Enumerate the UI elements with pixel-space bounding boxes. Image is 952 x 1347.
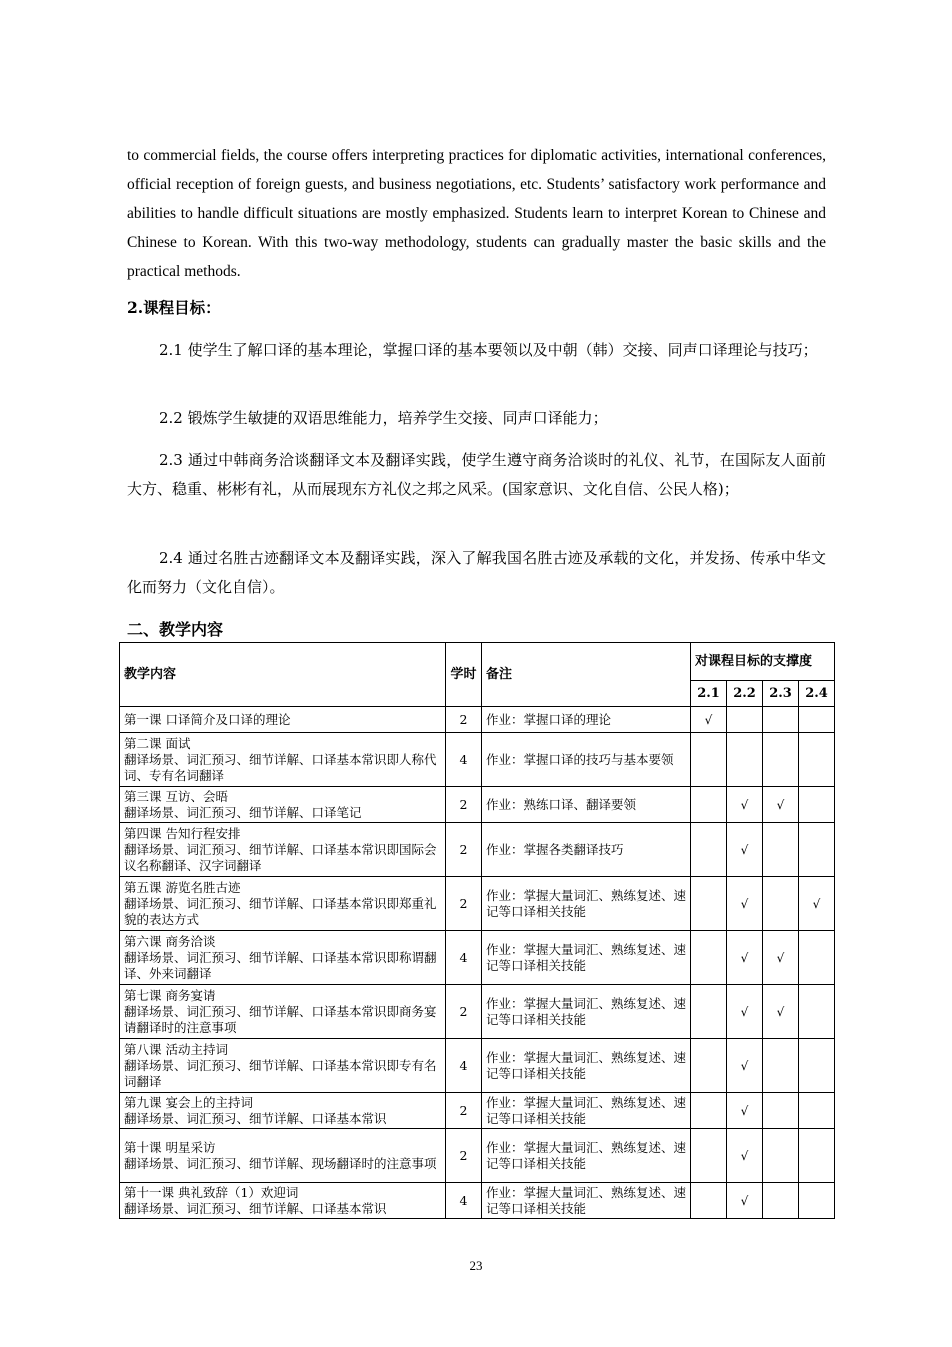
lesson-content: 第三课 互访、会晤 翻译场景、词汇预习、细节详解、口译笔记 [120,787,446,823]
support-cell-goal-2 [727,1129,763,1183]
objectives-heading: 2.课程目标： [127,298,221,317]
check-mark-icon: √ [740,896,749,911]
page-number: 23 [469,1258,483,1273]
support-cell-goal-1 [691,823,727,877]
intro-paragraph: to commercial fields, the course offers interpreting practices for diplomatic activities, international conferences, official reception of foreign guests, and business negotiations, etc. Students’ satisfactory work performance and abilities to handle difficult situations are mostly emphasized. Students learn to interpret Korean to Chinese and Chinese to Korean. With this two-way methodology, students can gradually master the basic skills and the practical methods. [127,147,826,280]
check-mark-icon: √ [740,842,749,857]
lesson-content: 第七课 商务宴请 翻译场景、词汇预习、细节详解、口译基本常识即商务宴请翻译时的注意事项 [120,985,446,1039]
table-row [120,1093,835,1129]
header-hours: 学时 [446,643,482,707]
header-goal-2-4: 2.4 [799,681,835,707]
lesson-hours: 4 [446,733,482,787]
header-goal-2-3: 2.3 [763,681,799,707]
support-cell-goal-3 [763,707,799,733]
lesson-content: 第十课 明星采访 翻译场景、词汇预习、细节详解、现场翻译时的注意事项 [120,1129,446,1183]
support-cell-goal-1 [691,1183,727,1219]
lesson-hours: 2 [446,707,482,733]
check-mark-icon: √ [704,712,713,727]
support-cell-goal-3 [763,1039,799,1093]
lesson-hours: 2 [446,1093,482,1129]
check-mark-icon: √ [776,1004,785,1019]
lesson-content: 第四课 告知行程安排 翻译场景、词汇预习、细节详解、口译基本常识即国际会议名称翻译、汉字词翻译 [120,823,446,877]
lesson-notes: 作业：掌握大量词汇、熟练复述、速记等口译相关技能 [482,985,691,1039]
support-cell-goal-4 [799,1183,835,1219]
support-cell-goal-1 [691,1039,727,1093]
support-cell-goal-2 [727,787,763,823]
lesson-hours: 4 [446,1183,482,1219]
table-row [120,733,835,787]
table-row [120,707,835,733]
check-mark-icon: √ [740,950,749,965]
lesson-notes: 作业：掌握各类翻译技巧 [482,823,691,877]
support-cell-goal-2 [727,1093,763,1129]
table-row [120,1129,835,1183]
lesson-content: 第九课 宴会上的主持词 翻译场景、词汇预习、细节详解、口译基本常识 [120,1093,446,1129]
support-cell-goal-3 [763,985,799,1039]
lesson-hours: 4 [446,1039,482,1093]
support-cell-goal-3 [763,1129,799,1183]
check-mark-icon: √ [740,797,749,812]
header-goal-2-1: 2.1 [691,681,727,707]
support-cell-goal-4 [799,985,835,1039]
support-cell-goal-2 [727,823,763,877]
objective-2-1: 2.1 使学生了解口译的基本理论，掌握口译的基本要领以及中朝（韩）交接、同声口译理论与技巧； [159,341,818,359]
support-cell-goal-1 [691,1093,727,1129]
lesson-notes: 作业：掌握大量词汇、熟练复述、速记等口译相关技能 [482,1183,691,1219]
table-body [120,707,835,1219]
support-cell-goal-4 [799,707,835,733]
check-mark-icon: √ [776,950,785,965]
support-cell-goal-1 [691,733,727,787]
table-row [120,985,835,1039]
check-mark-icon: √ [740,1058,749,1073]
support-cell-goal-4 [799,1039,835,1093]
lesson-content: 第六课 商务洽谈 翻译场景、词汇预习、细节详解、口译基本常识即称谓翻译、外来词翻译 [120,931,446,985]
support-cell-goal-4 [799,733,835,787]
support-cell-goal-2 [727,985,763,1039]
lesson-hours: 2 [446,1129,482,1183]
check-mark-icon: √ [740,1004,749,1019]
lesson-notes: 作业：掌握大量词汇、熟练复述、速记等口译相关技能 [482,877,691,931]
support-cell-goal-4 [799,931,835,985]
support-cell-goal-1 [691,787,727,823]
lesson-notes: 作业：掌握口译的技巧与基本要领 [482,733,691,787]
check-mark-icon: √ [812,896,821,911]
support-cell-goal-2 [727,733,763,787]
lesson-hours: 2 [446,823,482,877]
support-cell-goal-3 [763,877,799,931]
support-cell-goal-3 [763,787,799,823]
support-cell-goal-4 [799,877,835,931]
header-goal-2-2: 2.2 [727,681,763,707]
header-support: 对课程目标的支撑度 [691,643,835,681]
support-cell-goal-2 [727,707,763,733]
lesson-content: 第八课 活动主持词 翻译场景、词汇预习、细节详解、口译基本常识即专有名词翻译 [120,1039,446,1093]
support-cell-goal-4 [799,1129,835,1183]
lesson-hours: 2 [446,787,482,823]
check-mark-icon: √ [740,1103,749,1118]
lesson-notes: 作业：熟练口译、翻译要领 [482,787,691,823]
check-mark-icon: √ [740,1148,749,1163]
lesson-content: 第五课 游览名胜古迹 翻译场景、词汇预习、细节详解、口译基本常识即郑重礼貌的表达方式 [120,877,446,931]
check-mark-icon: √ [740,1193,749,1208]
support-cell-goal-1 [691,985,727,1039]
table-row [120,1039,835,1093]
lesson-notes: 作业：掌握大量词汇、熟练复述、速记等口译相关技能 [482,1093,691,1129]
lesson-notes: 作业：掌握口译的理论 [482,707,691,733]
lesson-content: 第二课 面试 翻译场景、词汇预习、细节详解、口译基本常识即人称代词、专有名词翻译 [120,733,446,787]
support-cell-goal-4 [799,823,835,877]
support-cell-goal-4 [799,1093,835,1129]
support-cell-goal-2 [727,1183,763,1219]
support-cell-goal-1 [691,1129,727,1183]
support-cell-goal-3 [763,823,799,877]
support-cell-goal-2 [727,931,763,985]
lesson-notes: 作业：掌握大量词汇、熟练复述、速记等口译相关技能 [482,1039,691,1093]
objective-2-2: 2.2 锻炼学生敏捷的双语思维能力，培养学生交接、同声口译能力； [159,409,608,427]
check-mark-icon: √ [776,797,785,812]
table-row [120,823,835,877]
teaching-content-table [119,642,835,1219]
objective-2-4: 2.4 通过名胜古迹翻译文本及翻译实践，深入了解我国名胜古迹及承载的文化，并发扬、传承中华文化而努力（文化自信）。 [127,549,826,596]
support-cell-goal-1 [691,707,727,733]
table-row [120,877,835,931]
lesson-notes: 作业：掌握大量词汇、熟练复述、速记等口译相关技能 [482,1129,691,1183]
lesson-content: 第十一课 典礼致辞（1）欢迎词 翻译场景、词汇预习、细节详解、口译基本常识 [120,1183,446,1219]
header-notes: 备注 [482,643,691,707]
support-cell-goal-3 [763,733,799,787]
header-content: 教学内容 [120,643,446,707]
support-cell-goal-3 [763,1093,799,1129]
support-cell-goal-1 [691,877,727,931]
support-cell-goal-2 [727,1039,763,1093]
support-cell-goal-4 [799,787,835,823]
table-row [120,931,835,985]
lesson-hours: 4 [446,931,482,985]
lesson-notes: 作业：掌握大量词汇、熟练复述、速记等口译相关技能 [482,931,691,985]
section-heading: 二、教学内容 [127,620,224,639]
table-row [120,787,835,823]
support-cell-goal-1 [691,931,727,985]
lesson-content: 第一课 口译简介及口译的理论 [120,707,446,733]
objective-2-3: 2.3 通过中韩商务洽谈翻译文本及翻译实践，使学生遵守商务洽谈时的礼仪、礼节，在国际友人面前大方、稳重、彬彬有礼，从而展现东方礼仪之邦之风采。(国家意识、文化自信、公民人格)； [127,451,826,498]
support-cell-goal-3 [763,931,799,985]
lesson-hours: 2 [446,877,482,931]
table-row [120,1183,835,1219]
support-cell-goal-2 [727,877,763,931]
support-cell-goal-3 [763,1183,799,1219]
lesson-hours: 2 [446,985,482,1039]
